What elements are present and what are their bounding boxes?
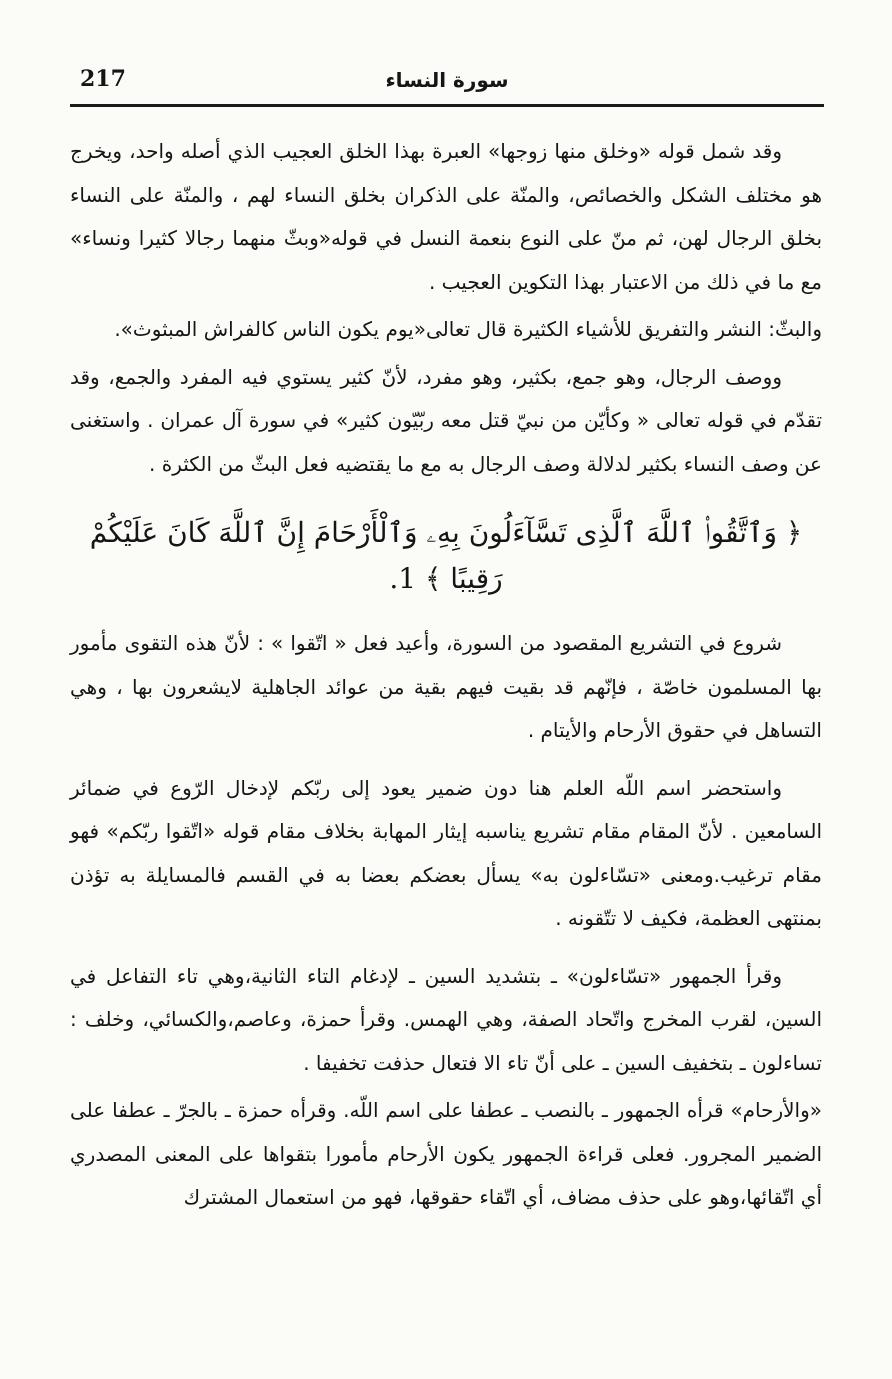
text-line: «اتّقوا ربّكم» فهو مقام ترغيب.ومعنى «تسّاءلون به» يسأل بعضكم بعضا به في القسم bbox=[70, 819, 823, 887]
text-line: والجمع، وقد تقدّم في قوله تعالى « وكأيّن من نبيّ قتل معه ربّيّون كثير» في سورة bbox=[70, 364, 823, 432]
paragraph bbox=[70, 130, 822, 304]
text-line: السين، لقرب المخرج واتّحاد الصفة، وهي الهمس. وقرأ حمزة، وعاصم،والكسائي، bbox=[142, 1007, 822, 1031]
text-line: ووصف الرجال، وهو جمع، بكثير، وهو مفرد، لأنّ كثير يستوي فيه المفرد bbox=[179, 364, 782, 389]
text-line: فالمسايلة به تؤذن بمنتهى العظمة، فكيف لا تتّقونه . bbox=[70, 862, 822, 930]
text-line: في ضمائر السامعين . لأنّ المقام مقام تشريع يناسبه إيثار المهابة بخلاف مقام قوله bbox=[70, 775, 823, 843]
text-line: وخلف : تساءلون ـ بتخفيف السين ـ على أنّ تاء الا فتعال حذفت تخفيفا . bbox=[70, 1007, 822, 1075]
paragraph bbox=[70, 356, 822, 487]
text-line: التقوى مأمور بها المسلمون خاصّة ، فإنّهم قد بقيت فيهم بقية من عوائد الجاهلية bbox=[70, 631, 823, 699]
paragraph bbox=[70, 767, 822, 941]
text-line: والبثّ: النشر والتفريق للأشياء الكثيرة قال تعالى«يوم يكون الناس كالفراش المبثوث». bbox=[114, 317, 822, 341]
text-line: المصدري أي اتّقائها،وهو على حذف مضاف، أي اتّقاء حقوقها، فهو من استعمال المشترك bbox=[70, 1141, 822, 1209]
text-line: عطفا على الضمير المجرور. فعلى قراءة الجمهور يكون الأرحام مأمورا بتقواها على المعنى bbox=[70, 1098, 822, 1166]
page-body bbox=[70, 130, 822, 1220]
text-line: واستحضر اسم اللّه العلم هنا دون ضمير يعود إلى ربّكم لإدخال الرّوع bbox=[170, 775, 783, 800]
paragraph bbox=[70, 1089, 822, 1220]
text-line: وقد شمل قوله «وخلق منها زوجها» العبرة بهذا الخلق العجيب الذي أصله واحد، bbox=[129, 139, 782, 163]
running-title: سورة النساء bbox=[385, 68, 509, 92]
text-line: شروع في التشريع المقصود من السورة، وأعيد فعل « اتّقوا » : لأنّ هذه bbox=[185, 631, 783, 655]
quran-verse: ﴿ وَٱتَّقُوا۟ ٱللَّهَ ٱلَّذِى تَسَّآءَلُونَ بِهِۦ وَٱلْأَرْحَامَ إِنَّ ٱللَّهَ كَانَ عَلَيْكُمْ رَقِيبًا ﴾ 1. bbox=[89, 516, 803, 595]
text-line: آل عمران . واستغنى عن وصف النساء بكثير لدلالة وصف الرجال به مع ما يقتضيه bbox=[70, 408, 822, 476]
page-header bbox=[70, 62, 824, 102]
paragraph bbox=[70, 308, 822, 352]
paragraph bbox=[70, 622, 822, 753]
header-rule bbox=[70, 104, 824, 107]
text-line: فعل البثّ من الكثرة . bbox=[149, 451, 329, 476]
page-number: 217 bbox=[80, 66, 126, 92]
text-line: كثيرا ونساء» مع ما في ذلك من الاعتبار بهذا التكوين العجيب . bbox=[70, 226, 822, 294]
text-line: لايشعرون بها ، وهي التساهل في حقوق الأرحام والأيتام . bbox=[70, 674, 822, 742]
paragraph bbox=[70, 955, 822, 1086]
text-line: ويخرج هو مختلف الشكل والخصائص، والمنّة على الذكران بخلق النساء لهم ، والمنّة bbox=[70, 139, 822, 207]
text-line: وقرأ الجمهور «تسّاءلون» ـ بتشديد السين ـ لإدغام التاء الثانية،وهي تاء التفاعل في bbox=[70, 963, 782, 988]
text-line: «والأرحام» قرأه الجمهور ـ بالنصب ـ عطفا على اسم اللّه. وقرأه حمزة ـ بالجرّ ـ bbox=[163, 1098, 823, 1122]
text-line: على النساء بخلق الرجال لهن، ثم منّ على النوع بنعمة النسل في قوله«وبثّ منهما رجالا bbox=[70, 182, 823, 250]
